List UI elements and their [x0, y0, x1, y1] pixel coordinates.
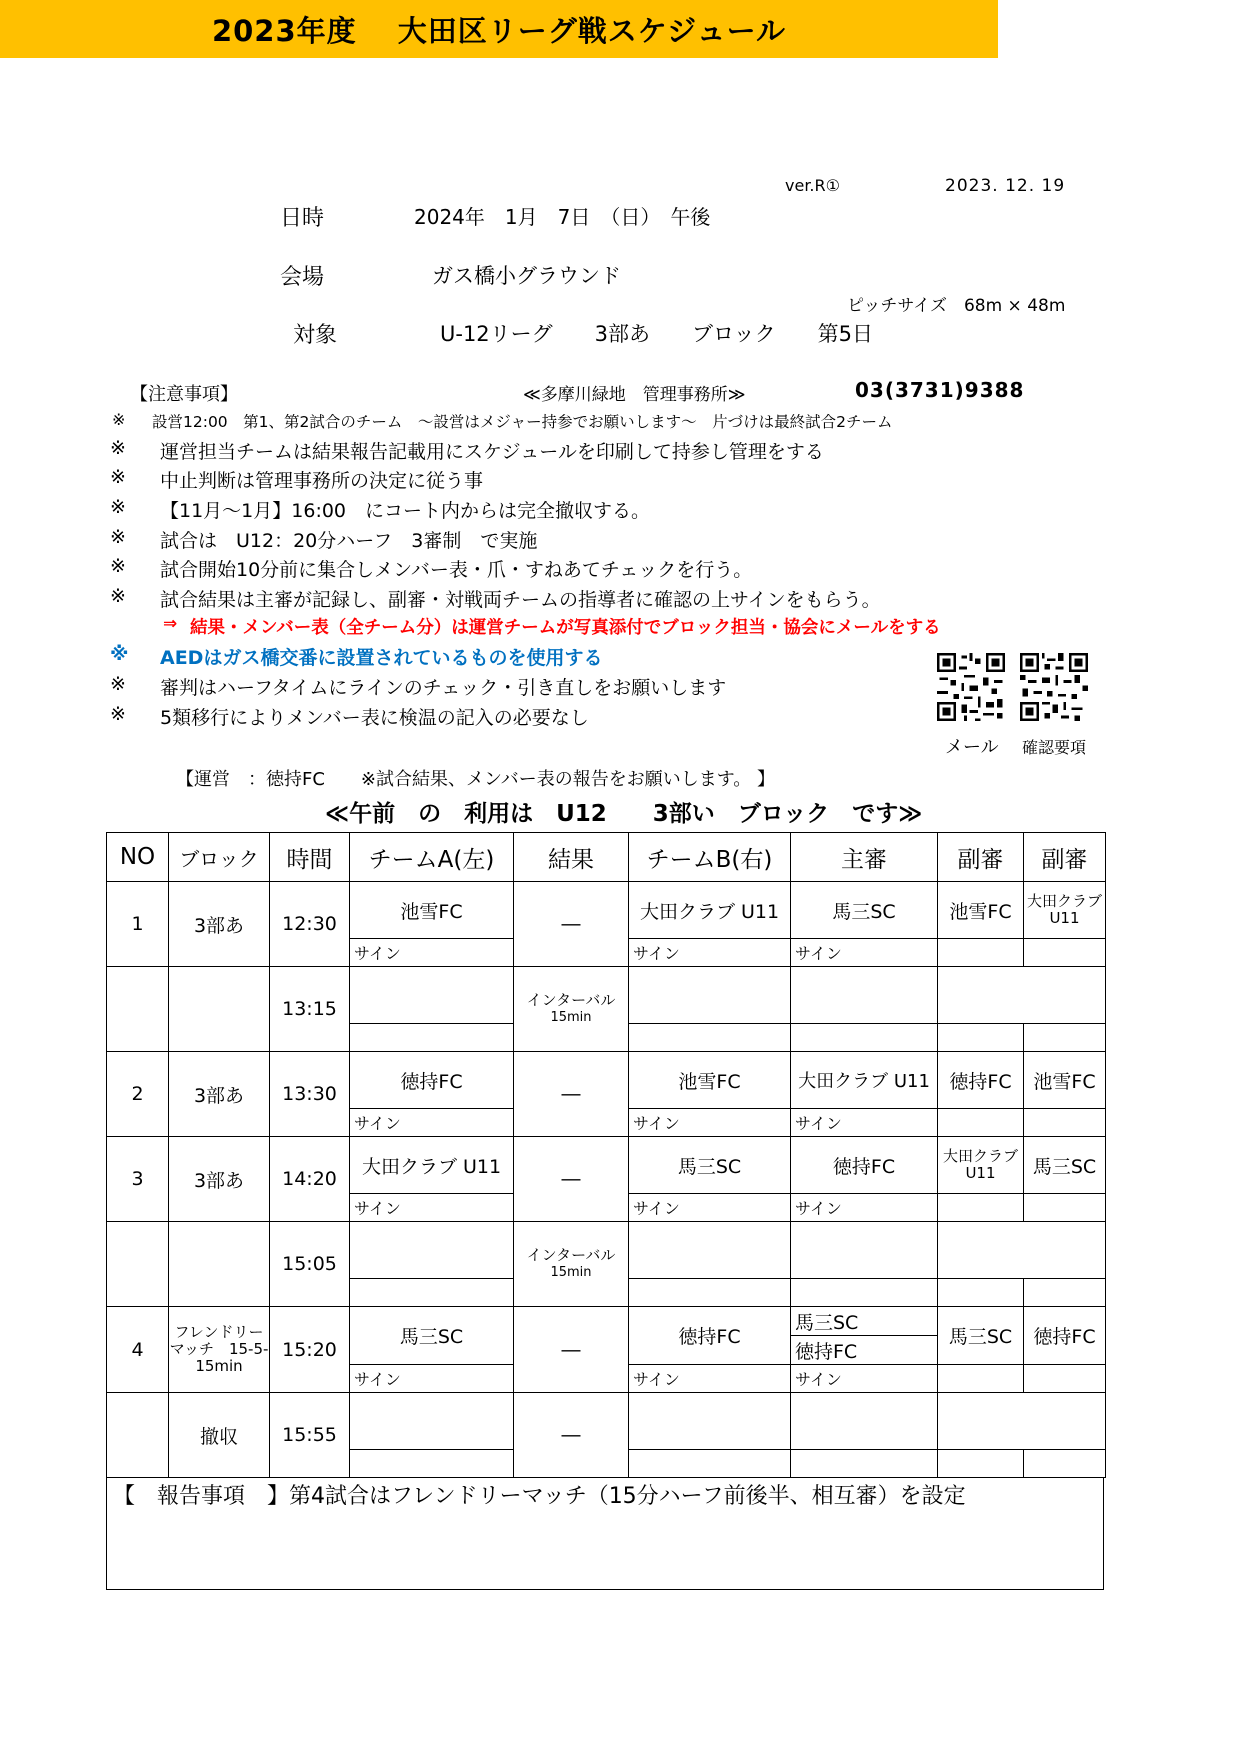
assistant-referee-2: 大田クラブ U11 — [1024, 882, 1106, 939]
qr-code-guidelines[interactable] — [1020, 653, 1088, 721]
blank-cell — [169, 1222, 270, 1307]
blank-cell — [629, 1222, 791, 1279]
blank-cell — [107, 1222, 169, 1307]
match-time: 13:30 — [270, 1052, 350, 1137]
note-mark: ※ — [110, 555, 126, 577]
assistant-referee-1: 大田クラブ U11 — [938, 1137, 1024, 1194]
assistant-referee-2: 馬三SC — [1024, 1137, 1106, 1194]
sign-field[interactable]: サイン — [791, 1365, 938, 1393]
result-cell[interactable]: ― — [514, 1137, 629, 1222]
header-block: ブロック — [169, 833, 270, 882]
office-name: ≪多摩川緑地 管理事務所≫ — [523, 385, 746, 405]
note-text: 【11月～1月】16:00 にコート内からは完全撤収する。 — [160, 500, 651, 522]
sign-field-blank[interactable] — [938, 1365, 1024, 1393]
match-time: 15:20 — [270, 1307, 350, 1393]
office-phone: 03(3731)9388 — [855, 378, 1025, 402]
sign-field[interactable]: サイン — [350, 1109, 514, 1137]
blank-cell — [629, 1450, 791, 1478]
assistant-referee-2: 池雪FC — [1024, 1052, 1106, 1109]
sign-field[interactable]: サイン — [629, 939, 791, 967]
blank-cell — [938, 1222, 1106, 1279]
interval-minutes: 15min — [550, 1265, 592, 1280]
sign-field-blank[interactable] — [938, 939, 1024, 967]
blank-cell — [791, 1393, 938, 1450]
blank-cell — [791, 1024, 938, 1052]
note-text: 試合開始10分前に集合しメンバー表・爪・すねあてチェックを行う。 — [160, 559, 753, 581]
note-mark: ※ — [110, 466, 126, 488]
blank-cell — [1024, 1279, 1106, 1307]
sign-field[interactable]: サイン — [791, 1194, 938, 1222]
blank-cell — [791, 1279, 938, 1307]
blank-cell — [938, 1024, 1024, 1052]
sign-field[interactable]: サイン — [629, 1109, 791, 1137]
blank-cell — [169, 967, 270, 1052]
sign-field-blank[interactable] — [938, 1109, 1024, 1137]
blank-cell — [107, 967, 169, 1052]
note-text-blue: AEDはガス橋交番に設置されているものを使用する — [160, 647, 603, 669]
qr-code-mail[interactable] — [937, 653, 1005, 721]
qr-icon — [937, 653, 1005, 721]
blank-cell — [791, 967, 938, 1024]
note-mark: ※ — [110, 703, 126, 725]
target-label: 対象 — [293, 323, 338, 348]
interval-minutes: 15min — [550, 1010, 592, 1025]
assistant-referee-1: 池雪FC — [938, 882, 1024, 939]
pitch-size: ピッチサイズ 68m × 48m — [847, 296, 1066, 316]
blank-cell — [629, 1393, 791, 1450]
blank-cell — [1024, 1024, 1106, 1052]
note-mark: ※ — [110, 673, 126, 695]
assistant-referee-1: 徳持FC — [938, 1052, 1024, 1109]
blank-cell — [938, 1393, 1106, 1450]
table-row-interval — [107, 967, 1106, 1024]
table-row — [107, 1137, 1106, 1194]
teardown-label: 撤収 — [169, 1393, 270, 1478]
note-mark: ※ — [110, 643, 129, 665]
note-text-red: 結果・メンバー表（全チーム分）は運営チームが写真添付でブロック担当・協会にメールをする — [190, 618, 941, 638]
assistant-referee-1: 馬三SC — [938, 1307, 1024, 1365]
interval-time: 15:05 — [270, 1222, 350, 1307]
blank-cell — [938, 967, 1106, 1024]
team-a: 徳持FC — [350, 1052, 514, 1109]
header-referee: 主審 — [791, 833, 938, 882]
sign-field-blank[interactable] — [1024, 939, 1106, 967]
result-cell[interactable]: ― — [514, 1052, 629, 1137]
interval-time: 13:15 — [270, 967, 350, 1052]
blank-cell — [350, 1279, 514, 1307]
blank-cell — [350, 1222, 514, 1279]
header-no: NO — [107, 833, 169, 882]
target-value: U-12リーグ 3部あ ブロック 第5日 — [440, 322, 873, 346]
report-text: 【 報告事項 】第4試合はフレンドリーマッチ（15分ハーフ前後半、相互審）を設定 — [113, 1484, 966, 1509]
team-a: 大田クラブ U11 — [350, 1137, 514, 1194]
venue-label: 会場 — [280, 265, 325, 290]
sign-field-blank[interactable] — [1024, 1109, 1106, 1137]
note-text: 設営12:00 第1、第2試合のチーム ～設営はメジャー持参でお願いします～ 片づけは最終試合2チーム — [152, 413, 893, 431]
notes-heading: 【注意事項】 — [130, 384, 238, 405]
team-b: 大田クラブ U11 — [629, 882, 791, 939]
arrow-icon: ⇒ — [163, 614, 178, 634]
result-cell[interactable]: ― — [514, 1307, 629, 1393]
note-mark: ※ — [110, 526, 126, 548]
team-b: 馬三SC — [629, 1137, 791, 1194]
note-text: 試合は U12：20分ハーフ 3審制 で実施 — [160, 530, 538, 552]
interval-label: インターバル — [526, 1246, 616, 1264]
sign-field[interactable]: サイン — [629, 1194, 791, 1222]
match-block: 3部あ — [169, 1052, 270, 1137]
match-no: 2 — [107, 1052, 169, 1137]
issue-date: 2023. 12. 19 — [945, 176, 1066, 196]
qr-label-guidelines: 確認要項 — [1022, 738, 1087, 757]
sign-field-blank[interactable] — [1024, 1194, 1106, 1222]
match-block: 3部あ — [169, 882, 270, 967]
team-b: 池雪FC — [629, 1052, 791, 1109]
blank-cell — [629, 1279, 791, 1307]
blank-cell — [938, 1279, 1024, 1307]
header-team-b: チームB(右) — [629, 833, 791, 882]
note-text: 審判はハーフタイムにラインのチェック・引き直しをお願いします — [160, 677, 727, 699]
referee-first-half: 馬三SC — [791, 1307, 938, 1336]
result-cell: ― — [514, 1393, 629, 1478]
note-mark: ※ — [110, 585, 126, 607]
blank-cell — [350, 967, 514, 1024]
header-team-a: チームA(左) — [350, 833, 514, 882]
table-row-teardown — [107, 1393, 1106, 1450]
header-assistant-2: 副審 — [1024, 833, 1106, 882]
datetime-label: 日時 — [280, 206, 325, 231]
interval-label: インターバル — [526, 991, 616, 1009]
note-text: 試合結果は主審が記録し、副審・対戦両チームの指導者に確認の上サインをもらう。 — [160, 589, 881, 611]
operator-note: 【運営 ：徳持FC ※試合結果、メンバー表の報告をお願いします。 】 — [176, 769, 776, 790]
note-text: 運営担当チームは結果報告記載用にスケジュールを印刷して持参し管理をする — [160, 441, 824, 463]
team-b: 徳持FC — [629, 1307, 791, 1365]
referee: 馬三SC — [791, 882, 938, 939]
table-row-interval — [107, 1222, 1106, 1279]
note-mark: ※ — [110, 496, 126, 518]
datetime-value: 2024年 1月 7日 （日） 午後 — [414, 205, 711, 229]
blank-cell — [629, 967, 791, 1024]
table-header-row — [107, 833, 1106, 882]
qr-label-mail: メール — [945, 737, 999, 758]
blank-cell — [350, 1450, 514, 1478]
team-a: 馬三SC — [350, 1307, 514, 1365]
note-mark: ※ — [112, 410, 126, 429]
match-time: 14:20 — [270, 1137, 350, 1222]
morning-usage-note: ≪午前 の 利用は U12 3部い ブロック です≫ — [325, 801, 923, 827]
match-no: 3 — [107, 1137, 169, 1222]
note-text: 中止判断は管理事務所の決定に従う事 — [160, 470, 484, 492]
sign-field[interactable]: サイン — [629, 1365, 791, 1393]
table-row — [107, 1052, 1106, 1109]
blank-cell — [350, 1024, 514, 1052]
team-a: 池雪FC — [350, 882, 514, 939]
blank-cell — [1024, 1450, 1106, 1478]
sign-field[interactable]: サイン — [350, 1194, 514, 1222]
match-time: 12:30 — [270, 882, 350, 967]
interval-cell — [514, 967, 629, 1052]
sign-field-blank[interactable] — [1024, 1365, 1106, 1393]
version-label: ver.R① — [785, 176, 840, 195]
blank-cell — [938, 1450, 1024, 1478]
match-no: 4 — [107, 1307, 169, 1393]
note-text: 5類移行によりメンバー表に検温の記入の必要なし — [160, 707, 589, 729]
blank-cell — [350, 1393, 514, 1450]
sign-field[interactable]: サイン — [791, 939, 938, 967]
blank-cell — [629, 1024, 791, 1052]
referee: 徳持FC — [791, 1137, 938, 1194]
header-assistant-1: 副審 — [938, 833, 1024, 882]
referee: 大田クラブ U11 — [791, 1052, 938, 1109]
sign-field[interactable]: サイン — [350, 1365, 514, 1393]
blank-cell — [107, 1393, 169, 1478]
header-time: 時間 — [270, 833, 350, 882]
schedule-table — [106, 832, 1106, 1478]
blank-cell — [791, 1222, 938, 1279]
match-no: 1 — [107, 882, 169, 967]
note-mark: ※ — [110, 437, 126, 459]
match-block: 3部あ — [169, 1137, 270, 1222]
interval-cell — [514, 1222, 629, 1307]
result-cell[interactable]: ― — [514, 882, 629, 967]
document-title: 2023年度 大田区リーグ戦スケジュール — [0, 0, 998, 58]
sign-field[interactable]: サイン — [350, 939, 514, 967]
referee-second-half: 徳持FC — [791, 1336, 938, 1365]
report-box[interactable] — [106, 1477, 1104, 1590]
table-row — [107, 882, 1106, 939]
blank-cell — [791, 1450, 938, 1478]
header-result: 結果 — [514, 833, 629, 882]
qr-icon — [1020, 653, 1088, 721]
teardown-time: 15:55 — [270, 1393, 350, 1478]
venue-value: ガス橋小グラウンド — [432, 264, 621, 288]
assistant-referee-2: 徳持FC — [1024, 1307, 1106, 1365]
sign-field-blank[interactable] — [938, 1194, 1024, 1222]
sign-field[interactable]: サイン — [791, 1109, 938, 1137]
table-row — [107, 1307, 1106, 1336]
match-block: フレンドリーマッチ 15-5-15min — [169, 1307, 270, 1393]
